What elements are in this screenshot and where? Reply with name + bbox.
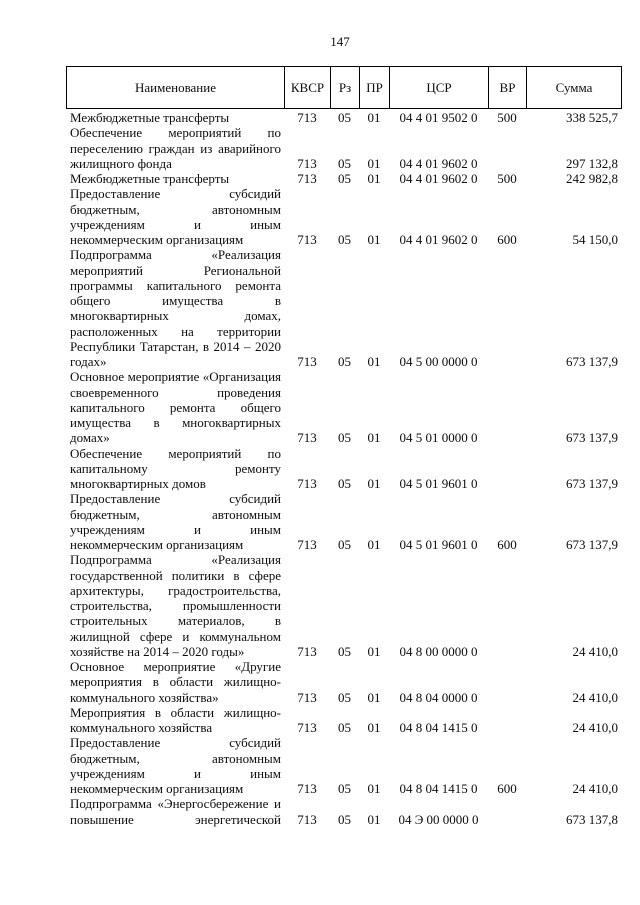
row-name-line: программы капитального ремонта [70,277,281,293]
table-row [66,247,622,369]
row-name-line: Обеспечение мероприятий по [70,125,281,141]
row-name-line: бюджетным, автономным [70,750,281,766]
row-csr-cell: 04 4 01 9602 0 [399,232,478,247]
row-rz-cell: 05 [338,537,351,552]
row-kvsr-cell: 713 [297,476,317,491]
row-vr-cell: 500 [497,110,517,125]
row-kvsr-cell: 713 [297,171,317,186]
row-name-cell [66,110,284,125]
row-kvsr-cell: 713 [297,155,317,171]
row-kvsr-cell: 713 [297,232,317,247]
row-sum-cell: 673 137,9 [566,430,618,446]
row-pr-cell: 01 [367,781,381,796]
page-number: 147 [330,34,350,49]
row-name-line: бюджетным, автономным [70,201,281,217]
row-name-line: мероприятия в области жилищно- [70,674,281,690]
table-header [66,66,622,109]
row-name-cell [66,491,284,552]
row-kvsr-cell: 713 [297,537,317,552]
row-name-line: Основное мероприятие «Другие [70,659,281,674]
row-csr-cell: 04 8 00 0000 0 [399,643,478,659]
row-name-line: некоммерческим организациям [70,232,244,247]
row-name-cell [66,369,284,445]
row-rz-cell: 05 [338,110,351,125]
row-rz-cell: 05 [338,232,351,247]
row-name-line: мероприятий Региональной [70,262,281,278]
table-row [66,552,622,659]
row-sum-cell: 338 525,7 [566,110,618,125]
row-vr-cell: 600 [497,232,517,247]
header-vr: ВР [488,67,526,108]
row-sum-cell: 673 137,9 [566,476,618,491]
budget-table [66,66,622,827]
row-sum-cell: 673 137,9 [566,537,618,552]
row-name-cell [66,125,284,171]
row-kvsr-cell: 713 [297,643,317,659]
row-kvsr-cell: 713 [297,720,317,735]
row-sum-cell: 24 410,0 [572,643,618,659]
row-name-line: Подпрограмма «Реализация [70,552,281,568]
row-kvsr-cell: 713 [297,110,317,125]
row-name-line: Межбюджетные трансферты [70,171,230,186]
row-name-line: Мероприятия в области жилищно- [70,704,281,720]
row-name-line: строительных материалов, в [70,613,281,629]
table-body [66,109,622,827]
row-name-cell [66,735,284,796]
row-name-line: расположенных на территории [70,323,281,339]
row-rz-cell: 05 [338,811,351,827]
row-name-line: учреждениям и иным [70,765,281,781]
row-sum-cell: 24 410,0 [572,781,618,796]
row-kvsr-cell: 713 [297,354,317,369]
row-name-line: Подпрограмма «Энергосбережение и [70,796,281,812]
row-name-cell [66,186,284,247]
row-name-line: государственной политики в сфере [70,567,281,583]
row-name-cell [66,446,284,492]
row-name-line: архитектуры, градостроительства, [70,582,281,598]
row-rz-cell: 05 [338,354,351,369]
row-pr-cell: 01 [367,232,381,247]
row-csr-cell: 04 5 00 0000 0 [399,354,478,369]
row-pr-cell: 01 [367,354,381,369]
row-rz-cell: 05 [338,643,351,659]
row-pr-cell: 01 [367,476,381,491]
row-kvsr-cell: 713 [297,811,317,827]
row-csr-cell: 04 5 01 0000 0 [399,430,478,446]
row-name-line: капитального ремонта общего [70,399,281,415]
row-name-cell [66,659,284,705]
row-pr-cell: 01 [367,171,381,186]
row-name-line: Предоставление субсидий [70,735,281,751]
header-pr: ПР [359,67,389,108]
row-kvsr-cell: 713 [297,781,317,796]
row-name-line: своевременного проведения [70,384,281,400]
table-row [66,125,622,171]
row-name-line: Обеспечение мероприятий по [70,445,281,461]
row-sum-cell: 24 410,0 [572,689,618,705]
row-sum-cell: 54 150,0 [572,232,618,247]
table-row [66,796,622,827]
row-name-line: хозяйстве на 2014 – 2020 годы» [70,643,245,659]
row-name-line: некоммерческим организациям [70,781,244,796]
row-csr-cell: 04 Э 00 0000 0 [398,811,479,827]
row-csr-cell: 04 5 01 9601 0 [399,476,478,491]
row-csr-cell: 04 4 01 9502 0 [399,110,478,125]
row-name-line: общего имущества в [70,293,281,308]
row-name-line: домах» [70,430,110,446]
table-row [66,110,622,125]
header-sum: Сумма [526,67,622,108]
row-csr-cell: 04 8 04 0000 0 [399,689,478,705]
row-name-line: переселению граждан из аварийного [70,140,281,156]
row-name-line: жилищной сфере и коммунальном [70,628,281,644]
table-row [66,659,622,705]
row-sum-cell: 297 132,8 [566,155,618,171]
row-kvsr-cell: 713 [297,430,317,446]
row-rz-cell: 05 [338,720,351,735]
row-kvsr-cell: 713 [297,689,317,705]
row-sum-cell: 24 410,0 [572,720,618,735]
row-csr-cell: 04 8 04 1415 0 [399,720,478,735]
row-name-line: повышение энергетической [70,811,281,827]
table-row [66,369,622,445]
row-rz-cell: 05 [338,476,351,491]
row-name-line: бюджетным, автономным [70,506,281,522]
table-row [66,171,622,186]
row-name-line: Основное мероприятие «Организация [70,369,281,385]
row-csr-cell: 04 4 01 9602 0 [399,155,478,171]
table-row [66,186,622,247]
row-rz-cell: 05 [338,781,351,796]
row-vr-cell: 600 [497,781,517,796]
row-name-cell [66,705,284,736]
row-name-line: Подпрограмма «Реализация [70,247,281,263]
row-pr-cell: 01 [367,689,381,705]
row-name-line: некоммерческим организациям [70,537,244,552]
row-name-line: Республики Татарстан, в 2014 – 2020 [70,338,281,354]
row-pr-cell: 01 [367,110,381,125]
row-name-line: строительства, промышленности [70,598,281,613]
row-rz-cell: 05 [338,171,351,186]
row-csr-cell: 04 4 01 9602 0 [399,171,478,186]
row-rz-cell: 05 [338,689,351,705]
header-kvsr: КВСР [284,67,330,108]
row-name-line: многоквартирных домов [70,476,206,491]
row-name-line: учреждениям и иным [70,521,281,537]
row-pr-cell: 01 [367,430,381,446]
row-pr-cell: 01 [367,811,381,827]
row-name-line: учреждениям и иным [70,216,281,232]
row-name-cell [66,552,284,659]
row-name-cell [66,247,284,369]
row-name-line: коммунального хозяйства» [70,689,219,705]
row-csr-cell: 04 5 01 9601 0 [399,537,478,552]
row-sum-cell: 242 982,8 [566,171,618,186]
row-rz-cell: 05 [338,155,351,171]
row-vr-cell: 600 [497,537,517,552]
row-name-line: коммунального хозяйства [70,720,213,735]
row-pr-cell: 01 [367,155,381,171]
row-sum-cell: 673 137,9 [566,354,618,369]
row-name-line: Предоставление субсидий [70,186,281,202]
row-name-cell [66,796,284,827]
row-sum-cell: 673 137,8 [566,811,618,827]
table-row [66,491,622,552]
row-pr-cell: 01 [367,720,381,735]
table-row [66,446,622,492]
header-csr: ЦСР [389,67,488,108]
row-pr-cell: 01 [367,537,381,552]
row-name-line: капитальному ремонту [70,460,281,476]
row-name-line: Межбюджетные трансферты [70,110,230,125]
table-row [66,735,622,796]
header-rz: Рз [330,67,359,108]
row-name-line: Предоставление субсидий [70,491,281,507]
row-csr-cell: 04 8 04 1415 0 [399,781,478,796]
header-name: Наименование [66,67,284,108]
row-rz-cell: 05 [338,430,351,446]
row-vr-cell: 500 [497,171,517,186]
row-name-line: имущества в многоквартирных [70,415,281,430]
table-row [66,705,622,736]
row-name-line: многоквартирных домах, [70,308,281,324]
row-name-line: жилищного фонда [70,155,172,171]
row-name-cell [66,171,284,186]
row-pr-cell: 01 [367,643,381,659]
row-name-line: годах» [70,354,107,369]
